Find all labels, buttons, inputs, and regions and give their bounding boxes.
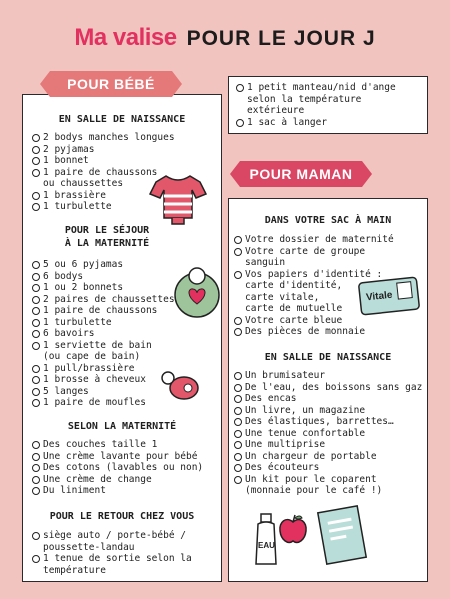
list-item[interactable]: Un livre, un magazine (234, 405, 426, 417)
list-item[interactable]: 1 petit manteau/nid d'ange selon la température extérieure (236, 82, 424, 117)
checklist (234, 370, 426, 497)
section-heading: EN SALLE DE NAISSANCE (58, 114, 186, 125)
list-item[interactable]: 6 bodys (32, 271, 202, 283)
list-item[interactable]: Un chargeur de portable (234, 451, 426, 463)
bebe-banner: POUR BÉBÉ (50, 71, 172, 97)
list-item[interactable]: 5 ou 6 pyjamas (32, 259, 202, 271)
list-item[interactable]: Un brumisateur (234, 370, 426, 382)
list-item[interactable]: 1 sac à langer (236, 117, 424, 129)
list-item[interactable]: Du liniment (32, 485, 217, 497)
title-main: Ma valise (74, 24, 177, 51)
checklist (236, 82, 424, 128)
list-item[interactable]: Une crème de change (32, 474, 217, 486)
list-item[interactable]: 1 tenue de sortie selon la température (32, 553, 217, 576)
list-item[interactable]: Un kit pour le coparent (monnaie pour le café !) (234, 474, 426, 497)
card-label: Vitale (365, 289, 394, 304)
list-item[interactable]: 1 paire de chaussons (32, 305, 202, 317)
list-item[interactable]: Une multiprise (234, 439, 426, 451)
list-item[interactable]: Votre carte de groupe sanguin (234, 246, 424, 269)
section-heading: EN SALLE DE NAISSANCE (264, 352, 392, 363)
checklist (32, 530, 217, 576)
list-item[interactable]: Des encas (234, 393, 426, 405)
pacifier-icon (160, 366, 204, 404)
section-heading: POUR LE RETOUR CHEZ VOUS (49, 511, 195, 522)
list-item[interactable]: Des écouteurs (234, 462, 426, 474)
list-item[interactable]: 2 bodys manches longues (32, 132, 202, 144)
list-item[interactable]: 1 turbulette (32, 201, 202, 213)
list-item[interactable]: siège auto / porte-bébé / poussette-landau (32, 530, 217, 553)
section-heading: POUR LE SÉJOUR À LA MATERNITÉ (64, 225, 150, 249)
section-heading: SELON LA MATERNITÉ (67, 421, 177, 432)
list-item[interactable]: Des pièces de monnaie (234, 326, 424, 338)
list-item[interactable]: Vos papiers d'identité : carte d'identité, carte vitale, carte de mutuelle (234, 269, 424, 315)
apple-icon (278, 514, 308, 546)
page-title (0, 24, 450, 52)
list-item[interactable]: 1 paire de chaussons ou chaussettes (32, 167, 202, 190)
list-item[interactable]: Une crème lavante pour bébé (32, 451, 217, 463)
list-item[interactable]: 2 paires de chaussettes (32, 294, 202, 306)
list-item[interactable]: 1 paire de moufles (32, 397, 202, 409)
list-item[interactable]: 1 ou 2 bonnets (32, 282, 202, 294)
list-item[interactable]: 5 langes (32, 386, 202, 398)
list-item[interactable]: Des couches taille 1 (32, 439, 217, 451)
baby-bodysuit-icon (148, 172, 208, 227)
list-item[interactable]: Votre carte bleue (234, 315, 424, 327)
list-item[interactable]: 1 brosse à cheveux (32, 374, 202, 386)
bib-icon (172, 266, 222, 320)
list-item[interactable]: Votre dossier de maternité (234, 234, 424, 246)
list-item[interactable]: De l'eau, des boissons sans gaz (234, 382, 426, 394)
list-item[interactable]: 1 serviette de bain (ou cape de bain) (32, 340, 202, 363)
maman-banner: POUR MAMAN (240, 161, 362, 187)
list-item[interactable]: 2 pyjamas (32, 144, 202, 156)
title-sub: POUR LE JOUR J (186, 27, 376, 50)
checklist (32, 439, 217, 497)
list-item[interactable]: 1 pull/brassière (32, 363, 202, 375)
list-item[interactable]: 1 bonnet (32, 155, 202, 167)
magazine-icon (316, 505, 372, 567)
section-heading: DANS VOTRE SAC À MAIN (264, 215, 392, 226)
bottle-label: EAU (258, 541, 275, 550)
list-item[interactable]: 1 turbulette (32, 317, 202, 329)
water-bottle-icon (252, 512, 280, 568)
list-item[interactable]: 6 bavoirs (32, 328, 202, 340)
list-item[interactable]: Des élastiques, barrettes… (234, 416, 426, 428)
list-item[interactable]: 1 brassière (32, 190, 202, 202)
list-item[interactable]: Des cotons (lavables ou non) (32, 462, 217, 474)
vitale-card-icon (358, 276, 422, 316)
list-item[interactable]: Une tenue confortable (234, 428, 426, 440)
